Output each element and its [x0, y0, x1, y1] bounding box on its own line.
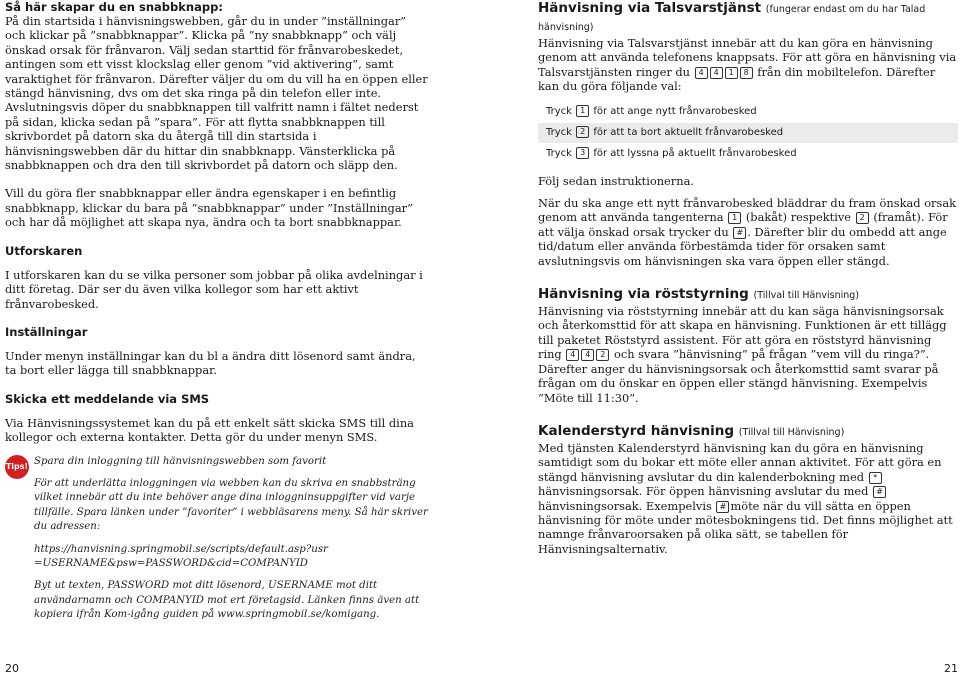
rost-heading	[538, 286, 958, 304]
kal-text-d: möte när du vill sätta en öppen hänvisning för möte under mötesbokningens tid. Det finns möjlighet att namnge frånvaroorsaken på olika sätt, se tabellen för Hänvisningsalternativ.	[538, 498, 953, 556]
nav-text	[538, 196, 958, 268]
option-row-1	[538, 102, 958, 122]
snabbknapp-more-para: Vill du göra fler snabbknappar eller ändra egenskaper i en befintlig snabbknapp, klickar du bara på ”snabbknappar” under ”Inställningar” och har då möjlighet att skapa nya, ändra och ta bort snabbknappar.	[5, 186, 413, 230]
snabbknapp-para-b: Avslutningsvis döper du snabbknappen till valfritt namn i fältet nederst på sidan, klicka sedan på ”spara”. För att flytta snabbknappen till skrivbordet på datorn ska du återgå till din startsida i hänvisningswebben där du hittar din snabbknapp. Vänsterklicka på snabbknappen och dra den till skrivbordet på datorn och släpp den.	[5, 100, 419, 173]
tips-title: Spara din inloggning till hänvisningswebben som favorit	[34, 455, 327, 467]
key-4: 4	[695, 67, 708, 79]
sms-text: Via Hänvisningssystemet kan du på ett enkelt sätt skicka SMS till dina kollegor och externa kontakter. Detta gör du under menyn SMS.	[5, 415, 414, 445]
tips-text-2: Byt ut texten, PASSWORD mot ditt lösenord, USERNAME mot ditt användarnamn och COMPANYID mot ert företagsid. Länken finns även att kopiera ifrån Kom-igång guiden på www.springmobil.se/komigang.	[34, 580, 420, 621]
option-text: för att ta bort aktuellt frånvarobesked	[593, 126, 784, 138]
follow-instructions: Följ sedan instruktionerna.	[538, 173, 694, 188]
rost-text	[538, 304, 958, 405]
key-hash: #	[716, 501, 729, 513]
kal-note: (Tillval till Hänvisning)	[738, 426, 845, 438]
nav-text-d: . Därefter blir du ombedd att ange tid/datum eller använda förbestämda tider för orsaken samt avslutningsvis om hänvisningen ska vara öppen eller stängd.	[538, 224, 947, 268]
utforskaren-heading: Utforskaren	[5, 243, 83, 258]
key-2: 2	[596, 349, 609, 361]
nav-text-b: (bakåt) respektive	[745, 210, 852, 225]
talsvar-text-a: Hänvisning via Talsvarstjänst innebär att du kan göra en hänvisning genom att använda telefonens knappsats. För att göra en hänvisning via Talsvarstjänsten ringer du	[538, 36, 957, 79]
page-number-right: 21	[944, 662, 958, 675]
kal-text-b: hänvisningsorsak. För öppen hänvisning avslutar du med	[538, 484, 869, 499]
rost-note: (Tillval till Hänvisning)	[753, 290, 860, 302]
key-8: 8	[740, 67, 753, 79]
tips-badge: Tips!	[5, 455, 29, 479]
rost-text-a: Hänvisning via röststyrning innebär att du kan säga hänvisningsorsak och återkomsttid för att skapa en hänvisning. Funktionen är ett tillägg till paketet Röststyrd assistent. För att göra en röststyrd hänvisning ring	[538, 304, 947, 362]
nav-text-a: När du ska ange ett nytt frånvarobesked bläddrar du fram önskad orsak genom att använda tangenterna	[538, 196, 957, 225]
page-number-left: 20	[5, 662, 19, 675]
option-text: för att lyssna på aktuellt frånvarobesked	[593, 147, 797, 159]
sms-heading: Skicka ett meddelande via SMS	[5, 391, 210, 406]
key-4: 4	[566, 349, 579, 361]
key-2: 2	[576, 126, 589, 138]
option-row-3	[538, 144, 958, 164]
options-list	[538, 102, 958, 164]
kal-text-a: Med tjänsten Kalenderstyrd hänvisning kan du göra en hänvisning samtidigt som du bokar ett möte eller annan aktivitet. För att göra en stängd hänvisning avslutar du din kalenderbokning med	[538, 440, 942, 484]
left-page	[5, 0, 430, 623]
kal-text	[538, 441, 958, 556]
key-1: 1	[725, 67, 738, 79]
key-1: 1	[728, 212, 741, 224]
key-star: *	[869, 472, 882, 484]
option-row-2	[538, 123, 958, 143]
talsvar-text-b: från din mobiltelefon. Därefter kan du göra följande val:	[538, 64, 936, 94]
snabbknapp-para-a: På din startsida i hänvisningswebben, går du in under ”inställningar” och klickar på ”snabbknappar”. Klicka på ”ny snabbknapp” och välj önskad orsak för frånvaron. Välj sedan starttid för frånvarobeskedet, antingen som ett visst klockslag eller genom ”vid aktivering”, samt varaktighet för frånvaron. Därefter väljer du om du vill ha en öppen eller stängd hänvisning, dvs om det ska ringa på din telefon eller inte.	[5, 14, 428, 101]
utforskaren-text: I utforskaren kan du se vilka personer som jobbar på olika avdelningar i ditt företag. Där ser du även vilka kollegor som har ett aktivt frånvarobesked.	[5, 267, 423, 311]
kal-heading	[538, 423, 958, 441]
option-prefix: Tryck	[546, 126, 572, 138]
talsvar-note: (fungerar endast om du har Talad hänvisning)	[538, 4, 926, 33]
tips-box	[5, 455, 430, 623]
key-3: 3	[576, 147, 589, 159]
snabbknapp-para	[5, 14, 430, 172]
talsvar-title: Hänvisning via Talsvarstjänst	[538, 0, 762, 16]
kal-title: Kalenderstyrd hänvisning	[538, 422, 735, 439]
key-1: 1	[576, 105, 589, 117]
tips-text-1: För att underlätta inloggningen via webben kan du skriva en snabbsträng vilket innebär att du inte behöver ange dina inloggninsuppgifter vid varje tillfälle. Spara länken under ”favoriter” i webbläsarens meny. Så här skriver du adressen:	[34, 477, 428, 533]
key-2: 2	[856, 212, 869, 224]
option-text: för att ange nytt frånvarobesked	[593, 105, 757, 117]
option-prefix: Tryck	[546, 105, 572, 117]
snabbknapp-heading: Så här skapar du en snabbknapp:	[5, 0, 223, 14]
installningar-heading: Inställningar	[5, 324, 88, 339]
key-4: 4	[581, 349, 594, 361]
key-4: 4	[710, 67, 723, 79]
nav-text-c: (framåt). För att välja önskad orsak trycker du	[538, 210, 948, 239]
tips-url[interactable]: https://hanvisning.springmobil.se/scripts/default.asp?usr=USERNAME&psw=PASSWORD&cid=COMPANYID	[34, 543, 328, 569]
rost-title: Hänvisning via röststyrning	[538, 286, 749, 303]
talsvar-text	[538, 36, 958, 94]
installningar-text: Under menyn inställningar kan du bl a ändra ditt lösenord samt ändra, ta bort eller lägga till snabbknappar.	[5, 348, 416, 378]
option-prefix: Tryck	[546, 147, 572, 159]
talsvar-heading	[538, 0, 958, 36]
key-hash: #	[873, 486, 886, 498]
kal-text-c: hänvisningsorsak. Exempelvis	[538, 498, 712, 513]
right-page	[538, 0, 958, 556]
rost-text-b: och svara ”hänvisning” på frågan ”vem vill du ringa?”. Därefter anger du hänvisningsorsak och återkomsttid samt svarar på frågan om du önskar en öppen eller stängd hänvisning. Exempelvis ”Möte till 11:30”.	[538, 347, 939, 405]
key-hash: #	[733, 227, 746, 239]
